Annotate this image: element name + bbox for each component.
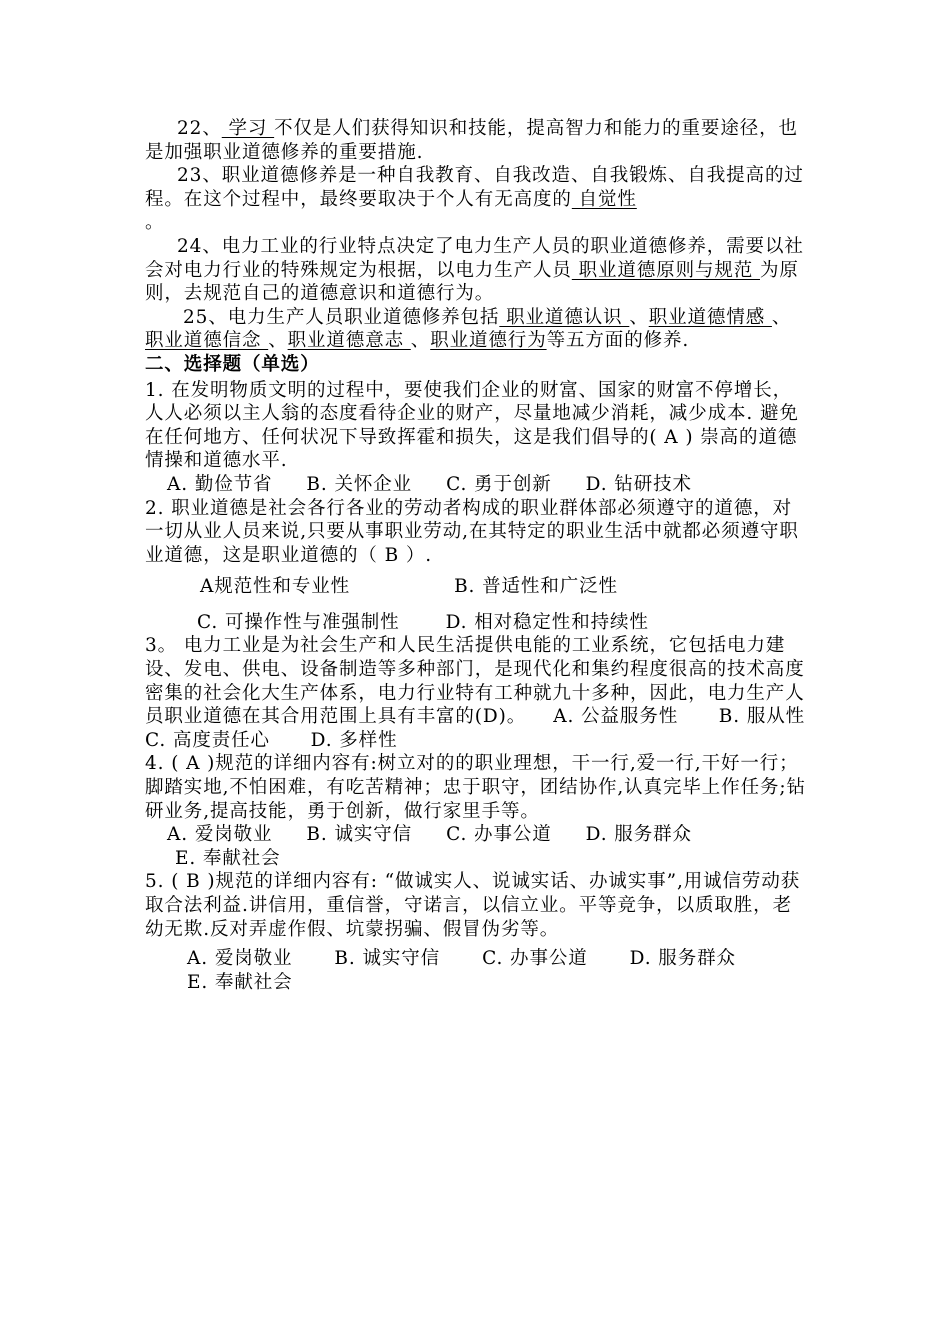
q22-text: 22、 (177, 118, 222, 139)
option-d: D. 服务群众 (585, 824, 692, 846)
question-1: 1. 在发明物质文明的过程中，要使我们企业的财富、国家的财富不停增长，人人必须以主人翁的态度看待企业的财产，尽量地减少消耗，减少成本. 避免在任何地方、任何状况下导致挥霍和损失，这是我们倡导的( A ) 崇高的道德情操和道德水平. (145, 379, 799, 472)
option-c: C. 办事公道 (446, 824, 552, 846)
q24-answer: 职业道德原则与规范 (571, 259, 760, 281)
option-a: A. 爱岗敬业 (167, 824, 273, 846)
question-5-option-e: E. 奉献社会 (187, 971, 293, 993)
option-b: B. 普适性和广泛性 (454, 576, 618, 598)
option-d: D. 服务群众 (629, 948, 736, 970)
option-a: A. 爱岗敬业 (187, 948, 293, 970)
q24-text-end: 为原则，去规范自己的道德意识和道德行为。 (145, 259, 799, 305)
option-d: D. 钻研技术 (585, 473, 692, 495)
q25-answer-5: 职业道德行为 (430, 330, 547, 352)
q25-answer-3: 职业道德信念 (145, 330, 269, 352)
option-c: C. 可操作性与准强制性 (197, 611, 400, 633)
q25-answer-1: 职业道德认识 (499, 306, 630, 328)
question-2-options-row2 (145, 611, 810, 635)
question-4: 4. ( A )规范的详细内容有:树立对的的职业理想，干一行,爱一行,干好一行；脚踏实地,不怕困难，有吃苦精神；忠于职守，团结协作,认真完毕上作任务;钻研业务,提高技能，勇于创新，做行家里手等。 (145, 753, 806, 822)
option-c: C. 勇于创新 (446, 473, 552, 495)
fill-in-23 (145, 164, 810, 235)
option-a: A规范性和专业性 (200, 576, 351, 598)
question-5: 5. ( B )规范的详细内容有: “做诚实人、说诚实话、办诚实事”,用诚信劳动获取合法利益.讲信用，重信誉，守诺言，以信立业。平等竞争，以质取胜，老幼无欺.反对弄虚作假、坑蒙拐骗、假冒伪劣等。 (145, 871, 801, 940)
q22-text-end: 不仅是人们获得知识和技能，提高智力和能力的重要途径，也是加强职业道德修养的重要措施. (145, 118, 798, 163)
option-a: A. 勤俭节省 (167, 473, 273, 495)
fill-in-25 (145, 306, 810, 353)
question-3: 3。 电力工业是为社会生产和人民生活提供电能的工业系统，它包括电力建设、发电、供电、设备制造等多种部门，是现代化和集约程度很高的技术高度密集的社会化大生产体系，电力行业特有工种就九十多种，因此，电力生产人员职业道德在其合用范围上具有丰富的(D)。 A. 公益服务性 B. 服从性 C. 高度责任心 D. 多样性 (145, 635, 839, 751)
fill-in-24 (145, 235, 810, 306)
q25-text-end: 等五方面的修养. (546, 330, 690, 352)
question-4-options (145, 823, 810, 847)
q23-text: 23、职业道德修养是一种自我教育、自我改造、自我锻炼、自我提高的过程。在这个过程中，最终要取决于个人有无高度的 (145, 165, 804, 210)
question-4-option-e: E. 奉献社会 (175, 847, 281, 869)
q25-sep: 、 (629, 306, 649, 328)
question-2-options-row1 (145, 575, 810, 599)
document-page (145, 117, 839, 994)
option-b: B. 诚实守信 (306, 824, 413, 846)
q25-sep: 、 (771, 306, 792, 328)
section-title: 二、选择题（单选） (145, 353, 320, 375)
fill-in-22 (145, 117, 810, 164)
question-2: 2. 职业道德是社会各行各业的劳动者构成的职业群体部必须遵守的道德，对一切从业人员来说,只要从事职业劳动,在其特定的职业生活中就都必须遵守职业道德，这是职业道德的（ B ）. (145, 497, 799, 566)
option-b: B. 关怀企业 (306, 473, 413, 495)
q25-sep: 、 (268, 330, 288, 352)
q25-text: 25、电力生产人员职业道德修养包括 (183, 306, 500, 328)
q24-text: 24、电力工业的行业特点决定了电力生产人员的职业道德修养，需要以社会对电力行业的特殊规定为根据，以电力生产人员 (145, 235, 804, 281)
q23-answer: 自觉性 (571, 188, 637, 210)
question-5-options (145, 947, 810, 971)
q25-answer-2: 职业道德情感 (648, 306, 772, 328)
option-b: B. 诚实守信 (334, 948, 441, 970)
q25-answer-4: 职业道德意志 (287, 330, 411, 352)
option-c: C. 办事公道 (482, 948, 588, 970)
question-1-options (145, 473, 810, 497)
q23-text-end: 。 (145, 212, 165, 234)
option-d: D. 相对稳定性和持续性 (445, 611, 649, 633)
q25-sep: 、 (410, 330, 431, 352)
q22-answer: 学习 (221, 118, 275, 139)
